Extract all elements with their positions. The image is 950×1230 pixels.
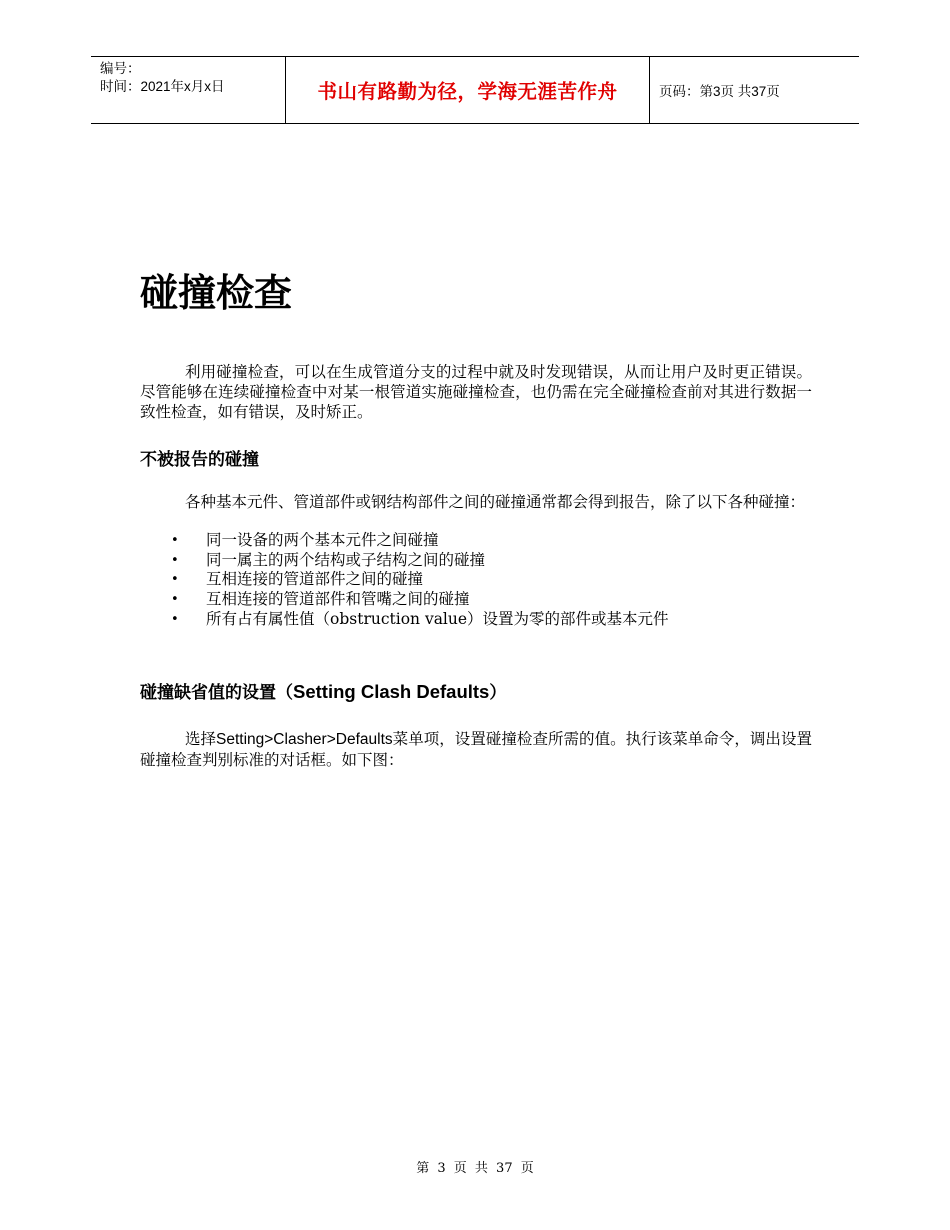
bullet-icon: •: [171, 592, 179, 608]
list-item-text: 互相连接的管道部件之间的碰撞: [206, 570, 424, 589]
unreported-clashes-list: [140, 531, 669, 630]
bullet-icon: •: [171, 572, 179, 588]
bullet-icon: •: [171, 552, 179, 568]
bullet-icon: •: [171, 611, 179, 627]
paragraph-pre: 选择: [184, 730, 216, 748]
section-heading-unreported-clashes: 不被报告的碰撞: [140, 450, 259, 470]
header-motto: 书山有路勤为径，学海无涯苦作舟: [286, 57, 650, 123]
header-meta-cell: [91, 57, 286, 123]
page-title: 碰撞检查: [140, 271, 293, 315]
heading-en-part: Setting Clash Defaults: [293, 681, 490, 702]
heading-close-part: ）: [489, 683, 507, 703]
list-item-text: 所有占有属性值（obstruction value）设置为零的部件或基本元件: [206, 609, 669, 628]
intro-paragraph: 利用碰撞检查，可以在生成管道分支的过程中就及时发现错误，从而让用户及时更正错误。尽管能够在连续碰撞检查中对某一根管道实施碰撞检查，也仍需在完全碰撞检查前对其进行数据一致性检查，如有错误，及时矫正。: [140, 363, 812, 421]
list-item: [140, 531, 669, 551]
document-number-label: 编号：: [100, 61, 141, 76]
bullet-icon: •: [171, 533, 179, 548]
document-time-label: 时间：2021年x月x日: [100, 79, 225, 94]
page-footer: 第 3 页 共 37 页: [416, 1161, 534, 1176]
header-table: [91, 56, 859, 124]
header-page-info: 页码：第3页 共37页: [659, 84, 780, 99]
list-item-text: 互相连接的管道部件和管嘴之间的碰撞: [206, 590, 470, 609]
list-item: [140, 570, 669, 590]
list-item: [140, 590, 669, 610]
paragraph-post: 菜单项，设置碰撞检查所需的值。执行该菜单命令，调出设置碰撞检查判别标准的对话框。如下图：: [140, 730, 812, 769]
section-heading-clash-defaults: [140, 681, 506, 704]
menu-path: Setting>Clasher>Defaults: [216, 731, 393, 748]
list-item-text: 同一设备的两个基本元件之间碰撞: [206, 531, 439, 549]
list-item: [140, 610, 669, 630]
heading-cn-part: 碰撞缺省值的设置（: [140, 683, 293, 703]
unreported-clashes-paragraph: 各种基本元件、管道部件或钢结构部件之间的碰撞通常都会得到报告，除了以下各种碰撞：: [184, 493, 805, 511]
list-item-text: 同一属主的两个结构或子结构之间的碰撞: [206, 550, 486, 569]
list-item: [140, 551, 669, 571]
clash-defaults-paragraph: [140, 729, 812, 770]
